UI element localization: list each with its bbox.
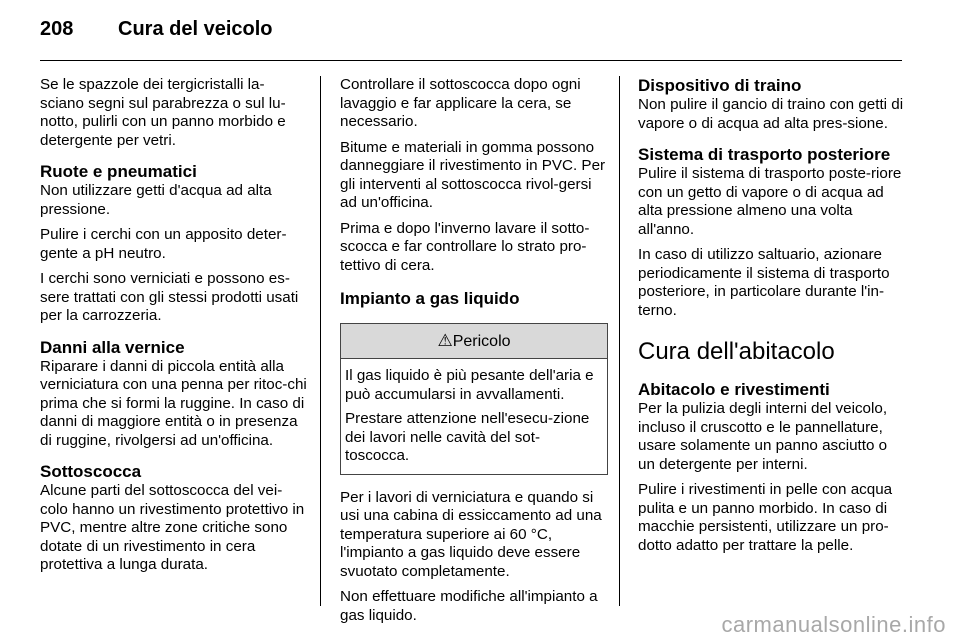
wheels-paragraph-1: Non utilizzare getti d'acqua ad alta pressione. xyxy=(40,182,272,218)
wheels-paragraph-2: Pulire i cerchi con un apposito deter-gente a pH neutro. xyxy=(40,226,287,262)
painting-paragraph: Per i lavori di verniciatura e quando si usi una cabina di essiccamento ad una temperatura superiore ai 60 °C, l'impianto a gas liquido deve essere svuotato completamente. xyxy=(340,488,602,580)
underbody-paragraph: Alcune parti del sottoscocca del vei-colo hanno un rivestimento protettivo in PVC, mentre altre zone critiche sono dotate di un rivestimento in cera protettiva a lunga durata. xyxy=(40,482,305,573)
warning-triangle-icon: ⚠ xyxy=(437,331,453,350)
column-divider-1 xyxy=(320,76,321,606)
paint-damage-heading: Danni alla vernice xyxy=(40,337,185,357)
paint-damage-paragraph: Riparare i danni di piccola entità alla verniciatura con una penna per ritoc-chi prima che si formi la ruggine. In caso di danni di maggiore entità o in presenza di ruggine, rivolgersi ad un'officina. xyxy=(40,357,307,449)
header-rule xyxy=(40,60,902,61)
danger-paragraph-1: Il gas liquido è più pesante dell'aria e può accumularsi in avvallamenti. xyxy=(345,367,594,403)
lpg-system-heading: Impianto a gas liquido xyxy=(340,289,520,308)
wheels-paragraph-3: I cerchi sono verniciati e possono es-sere trattati con gli stessi prodotti usati per la carrozzeria. xyxy=(40,270,299,324)
cabin-heading: Abitacolo e rivestimenti xyxy=(638,380,830,399)
cabin-paragraph-1: Per la pulizia degli interni del veicolo, incluso il cruscotto e le pannellature, usare solamente un panno asciutto o un detergente per interni. xyxy=(638,400,888,473)
danger-box xyxy=(340,323,608,475)
danger-title: Pericolo xyxy=(452,333,511,350)
wheels-heading: Ruote e pneumatici xyxy=(40,162,197,181)
rear-carrier-heading: Sistema di trasporto posteriore xyxy=(638,145,891,164)
cabin-paragraph-2: Pulire i rivestimenti in pelle con acqua pulita e un panno morbido. In caso di macchie persistenti, utilizzare un pro-dotto adatto per trattare la pelle. xyxy=(638,481,893,554)
column-divider-2 xyxy=(619,76,620,606)
page-title: Cura del veicolo xyxy=(118,18,273,40)
danger-box-body xyxy=(341,359,607,474)
watermark: carmanualsonline.info xyxy=(721,612,946,637)
page-header xyxy=(40,18,273,41)
interior-care-title: Cura dell'abitacolo xyxy=(638,338,835,365)
rear-carrier-paragraph-1: Pulire il sistema di trasporto poste-riore con un getto di vapore o di acqua ad alta pressione almeno una volta all'anno. xyxy=(638,165,902,238)
column-3 xyxy=(638,76,906,562)
wipers-paragraph: Se le spazzole dei tergicristalli la-sciano segni sul parabrezza o sul lu-notto, pulirli con un panno morbido e detergente per vetri. xyxy=(40,76,286,149)
column-1 xyxy=(40,76,308,582)
towing-device-heading: Dispositivo di traino xyxy=(638,76,802,95)
danger-paragraph-2: Prestare attenzione nell'esecu-zione dei lavori nelle cavità del sot-toscocca. xyxy=(345,410,590,464)
rear-carrier-paragraph-2: In caso di utilizzo saltuario, azionare periodicamente il sistema di trasporto posteriore, in particolare durante l'in-terno. xyxy=(638,246,890,319)
column-2 xyxy=(340,76,608,632)
underbody-heading: Sottoscocca xyxy=(40,462,142,481)
danger-box-header xyxy=(341,324,607,359)
lpg-modification-paragraph: Non effettuare modifiche all'impianto a gas liquido. xyxy=(340,588,598,624)
towing-device-paragraph: Non pulire il gancio di traino con getti di vapore o di acqua ad alta pres-sione. xyxy=(638,96,904,132)
underbody-check-paragraph: Controllare il sottoscocca dopo ogni lavaggio e far applicare la cera, se necessario. xyxy=(340,76,581,130)
page-number: 208 xyxy=(40,18,74,40)
bitumen-paragraph: Bitume e materiali in gomma possono danneggiare il rivestimento in PVC. Per gli interventi al sottoscocca rivol-gersi ad un'officina. xyxy=(340,138,606,211)
winter-wash-paragraph: Prima e dopo l'inverno lavare il sotto-scocca e far controllare lo strato pro-tettivo di cera. xyxy=(340,219,590,274)
